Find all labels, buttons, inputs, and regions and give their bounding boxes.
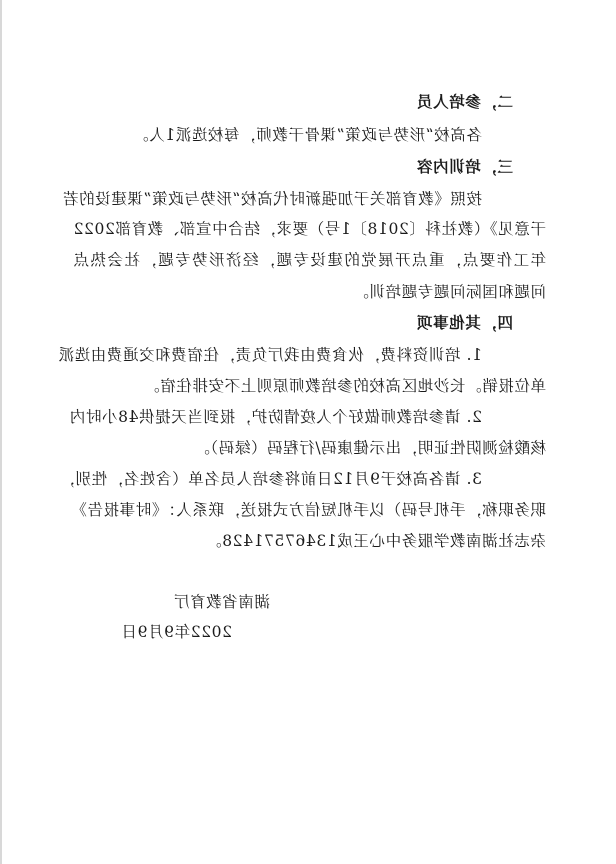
section-three-line-2: 干意见》（教社科〔2018〕1号）要求，结合中宣部、教育部2022 — [73, 220, 546, 238]
section-two-body: 各高校“形势与政策”课骨干教师，每校选派1人。 — [132, 126, 482, 144]
section-four-line-1: 1. 培训资料费，伙食费由我厅负责，住宿费和交通费由选派 — [57, 346, 482, 364]
section-four-line-5: 3. 请各高校于9月12日前将参培人员名单（含姓名，性别， — [58, 470, 482, 488]
section-two-heading: 二，参培人员 — [416, 93, 513, 111]
section-four-line-4: 核酸检测阴性证明，出示健康码/行程码（绿码）。 — [193, 439, 546, 457]
section-three-line-4: 问题和国际问题专题培训。 — [352, 283, 546, 301]
signature-org: 湖南省教育厅 — [173, 593, 270, 611]
section-three-heading: 三，培训内容 — [416, 158, 513, 176]
section-three-line-1: 按照《教育部关于加强新时代高校“形势与政策”课建设的若 — [62, 190, 482, 208]
section-four-line-6: 职务职称，手机号码）以手机短信方式报送，联系人：《时事报告》 — [70, 501, 546, 519]
section-four-line-2: 单位报销。长沙地区高校的参培教师原则上不安排住宿。 — [143, 377, 546, 395]
section-four-line-3: 2. 请参培教师做好个人疫情防护，报到当天提供48小时内 — [69, 408, 482, 426]
section-four-heading: 四，其他事项 — [416, 314, 513, 332]
section-three-line-3: 年工作要点，重点开展党的建设专题，经济形势专题，社会热点 — [73, 251, 546, 269]
section-four-line-7: 杂志社湖南教学服务中心王成13467571428。 — [205, 532, 546, 550]
signature-date: 2022年9月9日 — [120, 623, 232, 641]
